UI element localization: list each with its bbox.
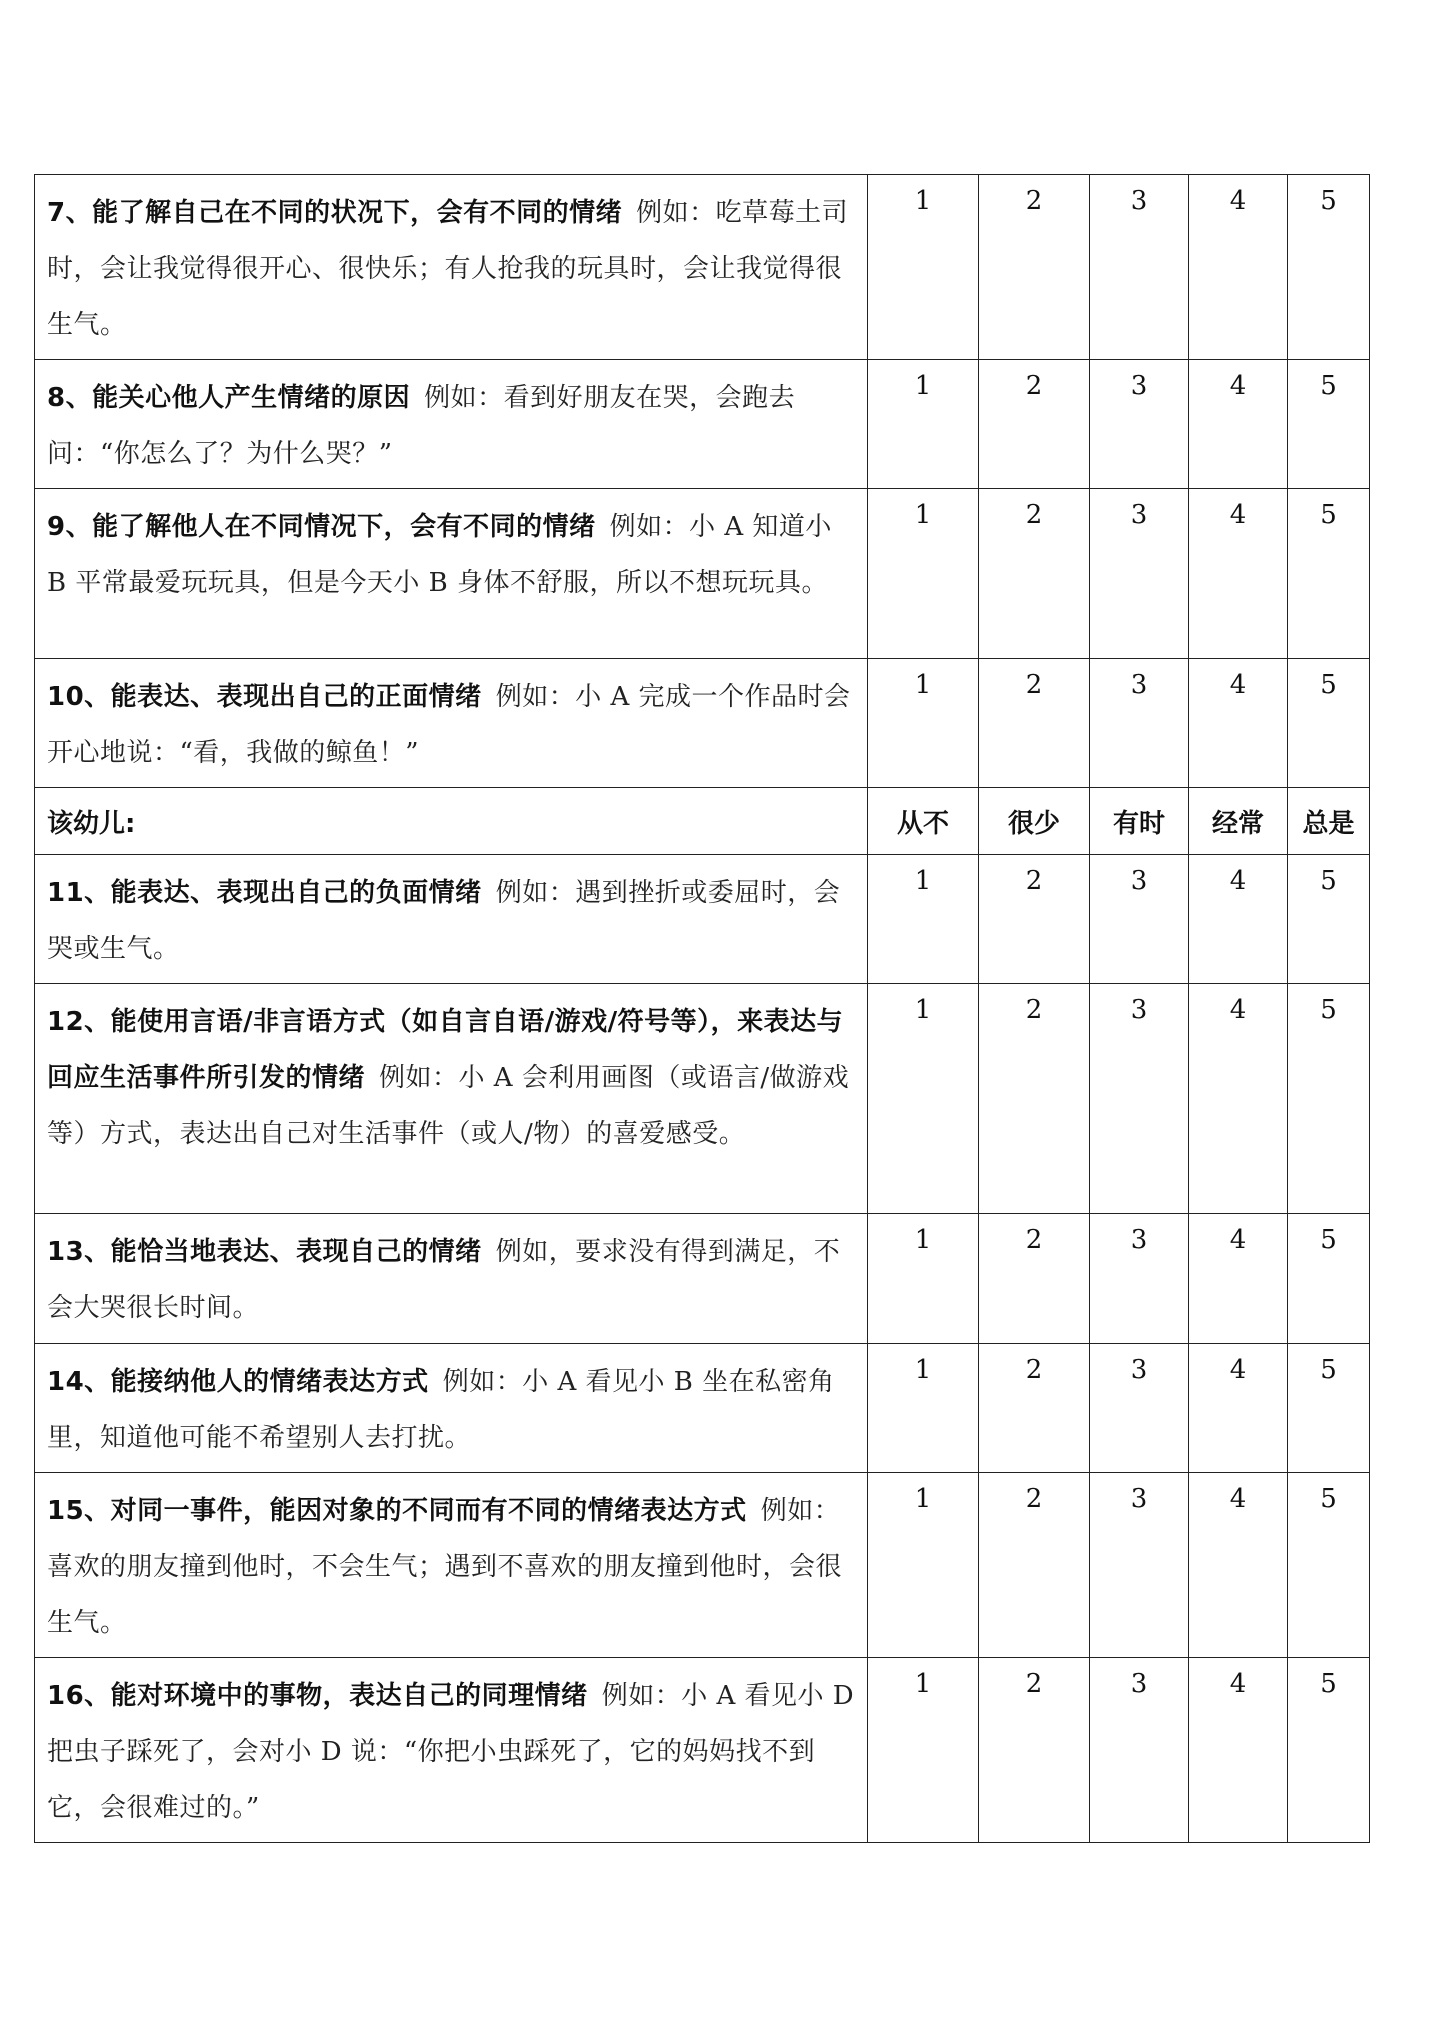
rating-option-5[interactable]: 5 <box>1288 1344 1370 1473</box>
item-description-cell <box>35 1214 868 1344</box>
rating-option-2[interactable]: 2 <box>979 1214 1090 1344</box>
rating-option-3[interactable]: 3 <box>1090 1658 1189 1843</box>
item-example: 例如：小 A 完成一个作品时会开心地说：“看，我做的鲸鱼！” <box>47 682 851 768</box>
rating-option-4[interactable]: 4 <box>1189 489 1288 659</box>
item-title: 11、能表达、表现出自己的负面情绪 <box>47 878 482 908</box>
scale-header-rarely: 很少 <box>979 788 1090 855</box>
rating-option-1[interactable]: 1 <box>868 489 979 659</box>
emotion-rating-scale-table <box>34 174 1370 1843</box>
rating-option-4[interactable]: 4 <box>1189 175 1288 360</box>
rating-option-3[interactable]: 3 <box>1090 984 1189 1214</box>
rating-option-5[interactable]: 5 <box>1288 489 1370 659</box>
rating-option-2[interactable]: 2 <box>979 360 1090 489</box>
item-title: 9、能了解他人在不同情况下，会有不同的情绪 <box>47 512 596 542</box>
rating-option-4[interactable]: 4 <box>1189 360 1288 489</box>
rating-option-5[interactable]: 5 <box>1288 855 1370 984</box>
table-row-item-14 <box>35 1344 1370 1473</box>
rating-option-2[interactable]: 2 <box>979 1473 1090 1658</box>
scale-header-label: 该幼儿: <box>35 788 868 855</box>
scale-header-row <box>35 788 1370 855</box>
rating-option-1[interactable]: 1 <box>868 1214 979 1344</box>
rating-option-3[interactable]: 3 <box>1090 1473 1189 1658</box>
rating-option-3[interactable]: 3 <box>1090 175 1189 360</box>
item-description-cell <box>35 1473 868 1658</box>
item-description-cell <box>35 175 868 360</box>
item-description-cell <box>35 1344 868 1473</box>
rating-option-4[interactable]: 4 <box>1189 1658 1288 1843</box>
rating-option-2[interactable]: 2 <box>979 1658 1090 1843</box>
rating-option-1[interactable]: 1 <box>868 1473 979 1658</box>
table-row-item-11 <box>35 855 1370 984</box>
rating-option-2[interactable]: 2 <box>979 175 1090 360</box>
item-title: 13、能恰当地表达、表现自己的情绪 <box>47 1237 482 1267</box>
rating-option-2[interactable]: 2 <box>979 855 1090 984</box>
item-title: 14、能接纳他人的情绪表达方式 <box>47 1367 429 1397</box>
item-description-cell <box>35 360 868 489</box>
item-example: 例如：吃草莓土司时，会让我觉得很开心、很快乐；有人抢我的玩具时，会让我觉得很生气。 <box>47 198 849 340</box>
scale-header-often: 经常 <box>1189 788 1288 855</box>
rating-option-2[interactable]: 2 <box>979 1344 1090 1473</box>
rating-option-1[interactable]: 1 <box>868 984 979 1214</box>
item-title: 7、能了解自己在不同的状况下，会有不同的情绪 <box>47 198 623 228</box>
item-title: 10、能表达、表现出自己的正面情绪 <box>47 682 482 712</box>
item-description-cell <box>35 1658 868 1843</box>
table-row-item-15 <box>35 1473 1370 1658</box>
table-row-item-8 <box>35 360 1370 489</box>
rating-option-1[interactable]: 1 <box>868 175 979 360</box>
rating-option-5[interactable]: 5 <box>1288 175 1370 360</box>
scale-header-never: 从不 <box>868 788 979 855</box>
item-example: 例如，要求没有得到满足，不会大哭很长时间。 <box>47 1237 841 1323</box>
item-example: 例如：遇到挫折或委屈时，会哭或生气。 <box>47 878 841 964</box>
rating-option-3[interactable]: 3 <box>1090 360 1189 489</box>
rating-option-4[interactable]: 4 <box>1189 659 1288 788</box>
item-example: 例如：喜欢的朋友撞到他时，不会生气；遇到不喜欢的朋友撞到他时，会很生气。 <box>47 1496 843 1638</box>
rating-option-1[interactable]: 1 <box>868 659 979 788</box>
scale-header-always: 总是 <box>1288 788 1370 855</box>
rating-option-1[interactable]: 1 <box>868 1344 979 1473</box>
item-example: 例如：看到好朋友在哭，会跑去问：“你怎么了？为什么哭？” <box>47 383 796 469</box>
table-row-item-12 <box>35 984 1370 1214</box>
table-row-item-13 <box>35 1214 1370 1344</box>
rating-option-5[interactable]: 5 <box>1288 984 1370 1214</box>
rating-option-2[interactable]: 2 <box>979 659 1090 788</box>
rating-option-3[interactable]: 3 <box>1090 1214 1189 1344</box>
rating-option-5[interactable]: 5 <box>1288 360 1370 489</box>
item-description-cell <box>35 489 868 659</box>
item-description-cell <box>35 984 868 1214</box>
item-title: 12、能使用言语/非言语方式（如自言自语/游戏/符号等），来表达与回应生活事件所引发的情绪 <box>47 1007 844 1093</box>
item-example: 例如：小 A 看见小 D 把虫子踩死了，会对小 D 说：“你把小虫踩死了，它的妈妈找不到它，会很难过的。” <box>47 1681 855 1823</box>
rating-option-1[interactable]: 1 <box>868 360 979 489</box>
table-row-item-7 <box>35 175 1370 360</box>
rating-option-5[interactable]: 5 <box>1288 1473 1370 1658</box>
item-description-cell <box>35 659 868 788</box>
rating-option-2[interactable]: 2 <box>979 489 1090 659</box>
rating-option-4[interactable]: 4 <box>1189 984 1288 1214</box>
item-description-cell <box>35 855 868 984</box>
scale-header-sometimes: 有时 <box>1090 788 1189 855</box>
rating-option-3[interactable]: 3 <box>1090 855 1189 984</box>
rating-option-3[interactable]: 3 <box>1090 659 1189 788</box>
rating-option-5[interactable]: 5 <box>1288 1658 1370 1843</box>
rating-option-3[interactable]: 3 <box>1090 1344 1189 1473</box>
item-title: 8、能关心他人产生情绪的原因 <box>47 383 411 413</box>
rating-option-4[interactable]: 4 <box>1189 1344 1288 1473</box>
rating-option-1[interactable]: 1 <box>868 855 979 984</box>
rating-option-2[interactable]: 2 <box>979 984 1090 1214</box>
table-row-item-9 <box>35 489 1370 659</box>
rating-option-3[interactable]: 3 <box>1090 489 1189 659</box>
table-row-item-10 <box>35 659 1370 788</box>
table-row-item-16 <box>35 1658 1370 1843</box>
item-example: 例如：小 A 看见小 B 坐在私密角里，知道他可能不希望别人去打扰。 <box>47 1367 835 1453</box>
rating-option-4[interactable]: 4 <box>1189 1473 1288 1658</box>
item-example: 例如：小 A 知道小 B 平常最爱玩玩具，但是今天小 B 身体不舒服，所以不想玩玩具。 <box>47 512 832 598</box>
rating-option-4[interactable]: 4 <box>1189 855 1288 984</box>
item-example: 例如：小 A 会利用画图（或语言/做游戏等）方式，表达出自己对生活事件（或人/物）的喜爱感受。 <box>47 1063 850 1149</box>
item-title: 15、对同一事件，能因对象的不同而有不同的情绪表达方式 <box>47 1496 747 1526</box>
rating-option-1[interactable]: 1 <box>868 1658 979 1843</box>
item-title: 16、能对环境中的事物，表达自己的同理情绪 <box>47 1681 588 1711</box>
rating-option-4[interactable]: 4 <box>1189 1214 1288 1344</box>
rating-option-5[interactable]: 5 <box>1288 1214 1370 1344</box>
rating-option-5[interactable]: 5 <box>1288 659 1370 788</box>
